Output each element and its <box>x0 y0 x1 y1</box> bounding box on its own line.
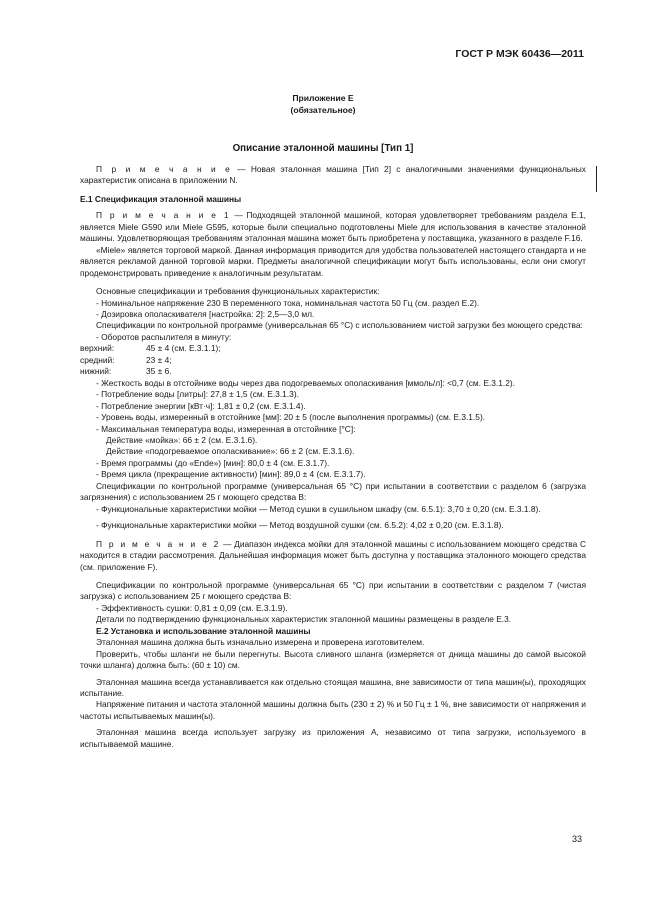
spec-item: - Жесткость воды в отстойнике воды через два подогреваемых ополаскивания [ммоль/л]: <0,7 (см. Е.3.1.2). <box>96 377 515 388</box>
note-1-text: — Подходящей эталонной машиной, которая удовлетворяет требованиям раздела Е.1, является Miele G590 или Miele G595, которые были специально подготовлены Miele для использования в качестве эталонной машины. Удовлетворяющая требованиям эталонная машина может быть приобретена у поставщика, указанного в разделе F.16. <box>80 210 587 244</box>
action-item: Действие «подогреваемое ополаскивание»: 66 ± 2 (см. Е.3.1.6). <box>106 446 355 457</box>
install-item: Напряжение питания и частота эталонной машины должна быть (230 ± 2) % и 50 Гц ± 1 %, вне зависимости от напряжения и частоты испытываемых машин(ы). <box>80 699 586 721</box>
spec-item: - Потребление воды [литры]: 27,8 ± 1,5 (см. Е.3.1.3). <box>96 389 299 400</box>
action-item: Действие «мойка»: 66 ± 2 (см. Е.3.1.6). <box>106 434 258 445</box>
spec-item: - Потребление энергии [кВт·ч]: 1,81 ± 0,2 (см. Е.3.1.4). <box>96 400 306 411</box>
spec-load7: Спецификации по контрольной программе (универсальная 65 °C) при испытании в соответствии с разделом 7 (чистая загрузка) с использованием 25 г моющего средства В: <box>80 579 586 602</box>
note-1 <box>80 210 586 244</box>
details-paragraph: Детали по подтверждению функциональных характеристик эталонной машины размещены в разделе Е.3. <box>96 614 512 625</box>
spec-load6: Спецификации по контрольной программе (универсальная 65 °C) при испытании в соответствии с разделом 6 (загрузка загрязнения) с использованием 25 г моющего средства В: <box>80 480 586 503</box>
note-1-label: П р и м е ч а н и е 1 <box>96 210 231 221</box>
page-number: 33 <box>571 834 582 844</box>
change-bar <box>596 166 597 192</box>
install-item: Эталонная машина должна быть изначально измерена и проверена изготовителем. <box>96 637 425 648</box>
control-program: Спецификации по контрольной программе (универсальная 65 °C) с использованием чистой загрузки без моющего средства: <box>96 320 583 331</box>
spec-item: - Уровень воды, измеренный в отстойнике [мм]: 20 ± 5 (после выполнения программы) (см. Е.3.1.5). <box>96 412 486 423</box>
rpm-row: верхний: 45 ± 4 (см. Е.3.1.1); <box>80 343 221 354</box>
time-item: - Время программы (до «Ende») [мин]: 80,0 ± 4 (см. Е.3.1.7). <box>96 457 330 468</box>
note-intro-text: — Новая эталонная машина [Тип 2] с аналогичными значениями функциональных характеристик описана в приложении N. <box>80 164 586 186</box>
install-item: Проверить, чтобы шланги не были перегнуты. Высота сливного шланга (измеряется от днища машины до самой высокой точки шланга) должна быть: (60 ± 10) см. <box>80 648 586 671</box>
annex-title: Приложение Е <box>292 93 354 103</box>
func-oven-drying: - Функциональные характеристики мойки — Метод сушки в сушильном шкафу (см. 6.5.1): 3,70 ± 0,20 (см. Е.3.1.8). <box>96 503 541 514</box>
install-item: Эталонная машина всегда устанавливается как отдельно стоящая машина, вне зависимости от типа машин(ы), проходящих испытание. <box>80 676 586 699</box>
basic-specs: Основные спецификации и требования функциональных характеристик: <box>96 286 380 297</box>
note-2-label: П р и м е ч а н и е 2 <box>96 538 221 549</box>
rpm-row: средний: 23 ± 4; <box>80 354 172 365</box>
note-2-text: — Диапазон индекса мойки для эталонной машины с использованием моющего средства С находится в стадии рассмотрения. Дальнейшая информация может быть доступна у поставщика эталонного моющего средства (см. приложение F). <box>80 538 587 572</box>
miele-paragraph: «Miele» является торговой маркой. Данная информация приводится для удобства пользователей настоящего стандарта и не является рекламой данной торговой марки. Предметы аналогичной спецификации могут быть использованы, если они смогут продемонстрировать приведение к аналогичным результатам. <box>80 244 586 278</box>
standard-header: ГОСТ Р МЭК 60436—2011 <box>455 48 584 60</box>
section-e2-heading: Е.2 Установка и использование эталонной машины <box>96 625 311 636</box>
rpm-title: - Оборотов распылителя в минуту: <box>96 331 232 342</box>
note-intro <box>80 164 586 187</box>
func-air-drying: - Функциональные характеристики мойки — Метод воздушной сушки (см. 6.5.2): 4,02 ± 0,20 (см. Е.3.1.8). <box>96 520 504 531</box>
annex-status: (обязательное) <box>290 105 356 115</box>
doc-title: Описание эталонной машины [Тип 1] <box>232 143 414 154</box>
section-e1-heading: Е.1 Спецификация эталонной машины <box>80 193 242 204</box>
note-2 <box>80 539 586 573</box>
spec-item: - Максимальная температура воды, измеренная в отстойнике [°C]: <box>96 423 356 434</box>
document-body <box>80 164 586 750</box>
note-intro-label: П р и м е ч а н и е <box>96 164 232 174</box>
rpm-row: нижний: 35 ± 6. <box>80 366 172 377</box>
drying-efficiency: - Эффективность сушки: 0,81 ± 0,09 (см. Е.3.1.9). <box>96 602 288 613</box>
install-item: Эталонная машина всегда использует загрузку из приложения А, независимо от типа загрузки, используемого в испытываемой машине. <box>80 727 586 749</box>
voltage-spec: - Номинальное напряжение 230 В переменного тока, номинальная частота 50 Гц (см. раздел Е.2). <box>96 297 480 308</box>
time-item: - Время цикла (прекращение активности) [мин]: 89,0 ± 4 (см. Е.3.1.7). <box>96 469 366 480</box>
dose-spec: - Дозировка ополаскивателя [настройка: 2]: 2,5—3,0 мл. <box>96 308 315 319</box>
